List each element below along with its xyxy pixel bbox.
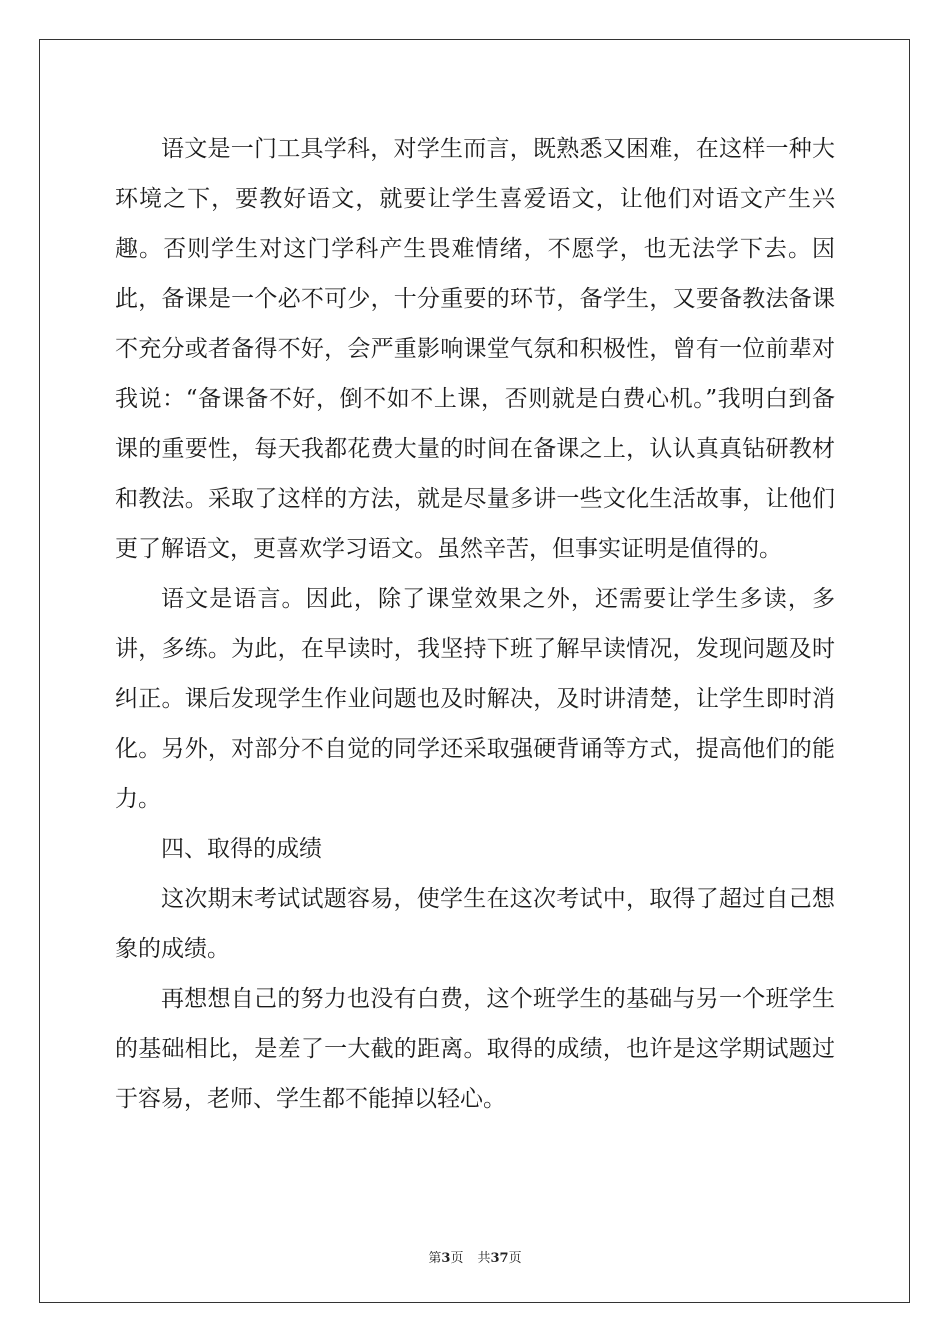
total-suffix: 页 xyxy=(508,1251,522,1266)
paragraph-lesson-preparation: 语文是一门工具学科，对学生而言，既熟悉又困难，在这样一种大环境之下，要教好语文，就要让学生喜爱语文，让他们对语文产生兴趣。否则学生对这门学科产生畏难情绪，不愿学，也无法学下去。因此，备课是一个必不可少，十分重要的环节，备学生，又要备教法备课不充分或者备得不好，会严重影响课堂气氛和积极性，曾有一位前辈对我说：“备课备不好，倒不如不上课，否则就是白费心机。”我明白到备课的重要性，每天我都花费大量的时间在备课之上，认认真真钻研教材和教法。采取了这样的方法，就是尽量多讲一些文化生活故事，让他们更了解语文，更喜欢学习语文。虽然辛苦，但事实证明是值得的。 xyxy=(115,136,835,562)
document-body xyxy=(115,124,835,1124)
section-heading-achievements: 四、取得的成绩 xyxy=(161,836,322,862)
paragraph-reflection: 再想想自己的努力也没有白费，这个班学生的基础与另一个班学生的基础相比，是差了一大截的距离。取得的成绩，也许是这学期试题过于容易，老师、学生都不能掉以轻心。 xyxy=(115,986,835,1112)
total-prefix: 共 xyxy=(477,1251,491,1266)
paragraph-language-practice: 语文是语言。因此，除了课堂效果之外，还需要让学生多读，多讲，多练。为此，在早读时，我坚持下班了解早读情况，发现问题及时纠正。课后发现学生作业问题也及时解决，及时讲清楚，让学生即时消化。另外，对部分不自觉的同学还采取强硬背诵等方式，提高他们的能力。 xyxy=(115,586,835,812)
page-footer xyxy=(0,1247,950,1266)
total-pages: 37 xyxy=(490,1251,509,1266)
paragraph-exam-results: 这次期末考试试题容易，使学生在这次考试中，取得了超过自己想象的成绩。 xyxy=(115,886,835,962)
page-prefix: 第 xyxy=(428,1251,442,1266)
page-suffix: 页 xyxy=(450,1251,464,1266)
page-number: 3 xyxy=(441,1251,451,1266)
